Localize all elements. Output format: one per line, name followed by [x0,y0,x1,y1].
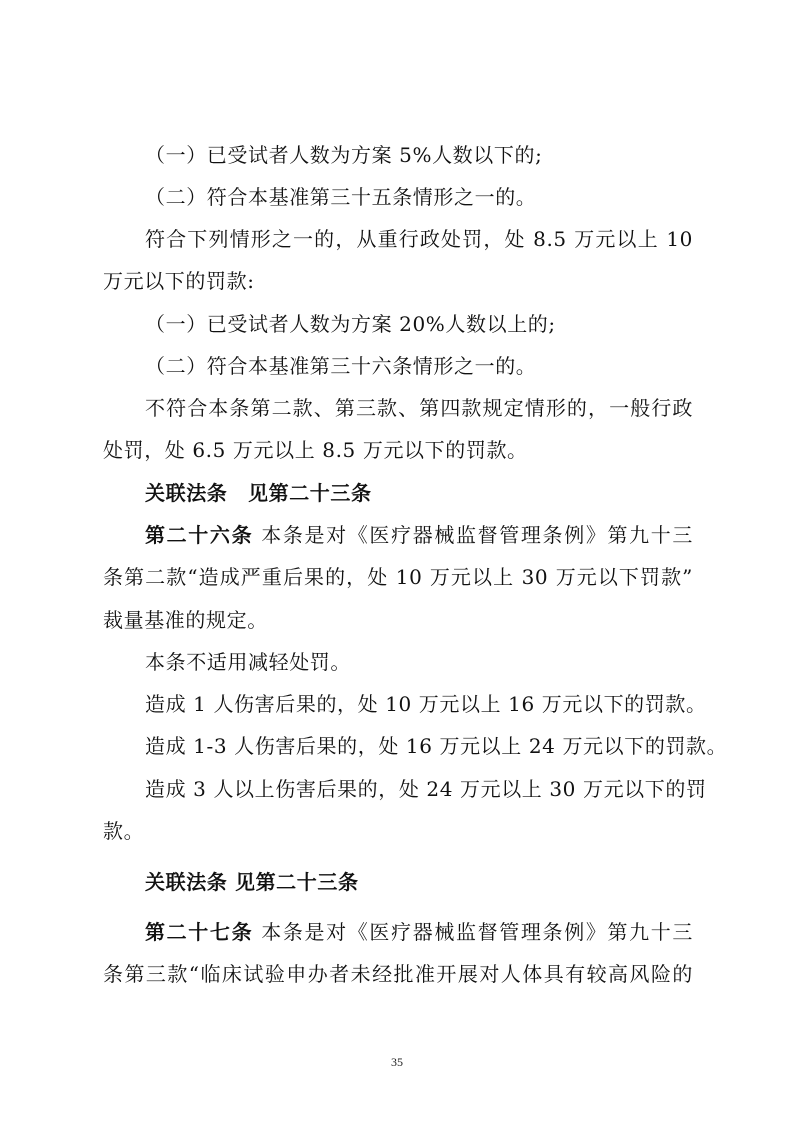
paragraph-line: 造成 1-3 人伤害后果的，处 16 万元以上 24 万元以下的罚款。 [145,734,728,758]
paragraph-line: 万元以下的罚款: [103,269,255,293]
article-27-text: 本条是对《医疗器械监督管理条例》第九十三 [261,920,694,944]
related-law-heading: 关联法条 见第二十三条 [145,481,372,505]
paragraph-line: 条第三款“临床试验申办者未经批准开展对人体具有较高风险的 [103,962,693,986]
paragraph-line: 裁量基准的规定。 [103,608,268,632]
paragraph-line: 符合下列情形之一的，从重行政处罚，处 8.5 万元以上 10 [145,227,693,251]
list-item-2: （二）符合本基准第三十六条情形之一的。 [145,354,537,378]
paragraph-line: 造成 3 人以上伤害后果的，处 24 万元以上 30 万元以下的罚 [145,777,707,801]
article-26-text: 本条是对《医疗器械监督管理条例》第九十三 [261,523,694,547]
list-item-1: （一）已受试者人数为方案 20%人数以上的; [145,312,556,336]
article-26-heading: 第二十六条 [145,523,254,547]
paragraph-line: 本条不适用减轻处罚。 [145,650,351,674]
paragraph-line: 条第二款“造成严重后果的，处 10 万元以上 30 万元以下罚款” [103,565,693,589]
paragraph-line: 造成 1 人伤害后果的，处 10 万元以上 16 万元以下的罚款。 [145,692,707,716]
list-item-2: （二）符合本基准第三十五条情形之一的。 [145,185,537,209]
list-item-1: （一）已受试者人数为方案 5%人数以下的; [145,143,543,167]
page-number: 35 [391,1055,403,1069]
article-26-line [145,521,693,549]
article-27-heading: 第二十七条 [145,920,254,944]
related-law-heading: 关联法条 见第二十三条 [145,870,359,894]
article-27-line [145,918,693,946]
paragraph-line: 处罚，处 6.5 万元以上 8.5 万元以下的罚款。 [103,438,528,462]
paragraph-line: 款。 [103,819,145,843]
paragraph-line: 不符合本条第二款、第三款、第四款规定情形的，一般行政 [145,396,693,420]
